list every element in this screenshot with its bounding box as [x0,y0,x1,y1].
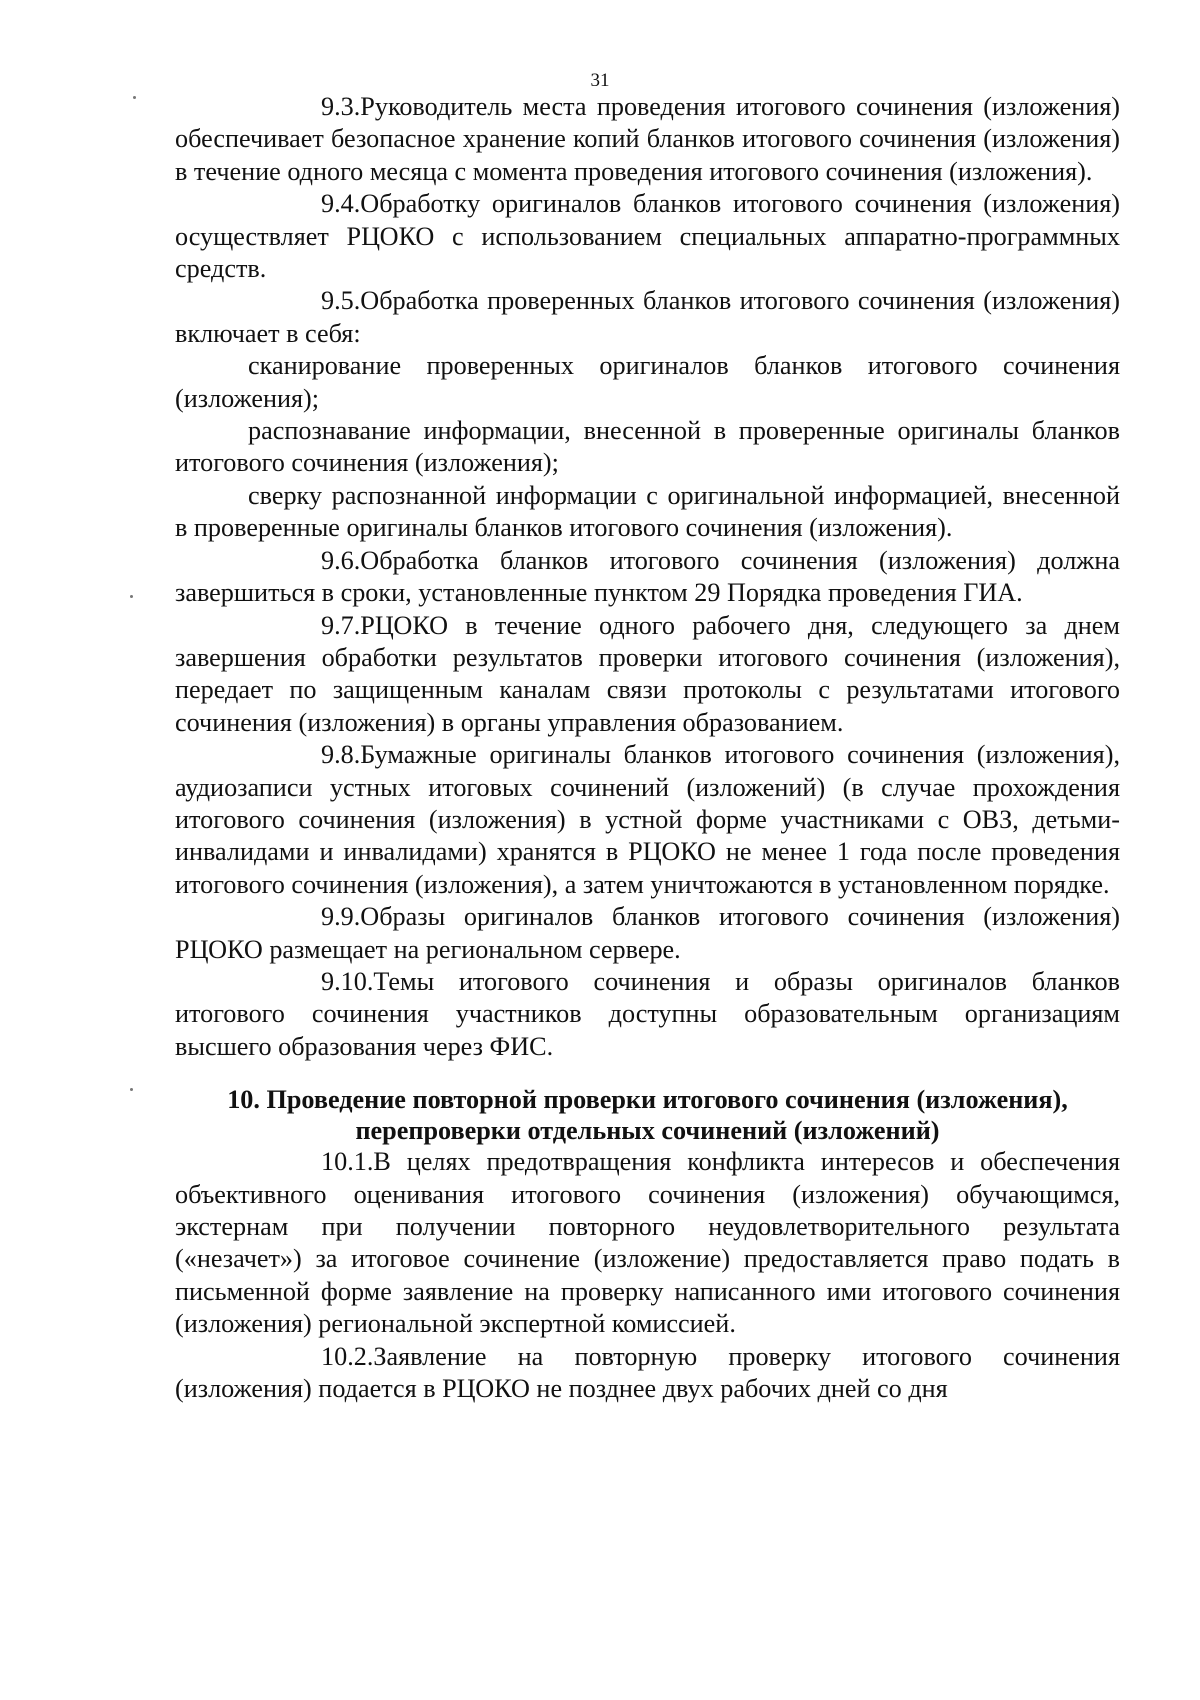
clause-number: 9.7. [321,610,361,640]
page-number: 31 [590,70,610,91]
clause-number: 9.9. [321,902,361,932]
clause-text: Обработка бланков итогового сочинения (изложения) должна завершиться в сроки, установленные пунктом 29 Порядка проведения ГИА. [175,545,1120,608]
clause-10-1 [175,1146,1120,1340]
section-heading-10 [175,1084,1120,1146]
clause-text: Руководитель места проведения итогового сочинения (изложения) обеспечивает безопасное хранение копий бланков итогового сочинения (изложения) в течение одного месяца с момента проведения итогового сочинения (изложения). [175,92,1120,186]
clause-9-7 [175,610,1120,740]
section-heading-line: 10. Проведение повторной проверки итогового сочинения (изложения), [227,1085,1068,1115]
clause-number: 9.6. [321,545,361,575]
clause-9-5 [175,285,1120,350]
clause-text: Заявление на повторную проверку итогового сочинения (изложения) подается в РЦОКО не позднее двух рабочих дней со дня [175,1341,1120,1404]
clause-text: РЦОКО в течение одного рабочего дня, следующего за днем завершения обработки результатов проверки итогового сочинения (изложения), передает по защищенным каналам связи протоколы с результатами итогового сочинения (изложения) в органы управления образованием. [175,610,1120,737]
clause-9-6 [175,545,1120,610]
clause-number: 10.1. [321,1147,374,1177]
list-item: сверку распознанной информации с оригинальной информацией, внесенной в проверенные оригиналы бланков итогового сочинения (изложения). [175,480,1120,543]
clause-number: 10.2. [321,1341,374,1371]
clause-9-4 [175,188,1120,285]
clause-text: Обработка проверенных бланков итогового сочинения (изложения) включает в себя: [175,286,1120,348]
clause-text: Обработку оригиналов бланков итогового сочинения (изложения) осуществляет РЦОКО с использованием специальных аппаратно-программных средств. [175,189,1120,284]
clause-9-8 [175,739,1120,901]
clause-number: 9.10. [321,966,374,996]
clause-text: В целях предотвращения конфликта интересов и обеспечения объективного оценивания итогового сочинения (изложения) обучающимся, экстернам при получении повторного неудовлетворительного результата («незачет») за итоговое сочинение (изложение) предоставляется право подать в письменной форме заявление на проверку написанного ими итогового сочинения (изложения) региональной экспертной комиссией. [175,1147,1120,1339]
section-heading-line: перепроверки отдельных сочинений (изложений) [355,1116,940,1146]
clause-text: Темы итогового сочинения и образы оригиналов бланков итогового сочинения участников доступны образовательным организациям высшего образования через ФИС. [175,966,1120,1061]
clause-text: Образы оригиналов бланков итогового сочинения (изложения) РЦОКО размещает на региональном сервере. [175,902,1120,964]
clause-number: 9.3. [321,92,361,121]
clause-number: 9.8. [321,740,361,770]
scan-dot [130,595,133,598]
clause-9-9 [175,901,1120,966]
scan-dot [130,1088,133,1091]
clause-number: 9.4. [321,189,361,219]
document-body [175,91,1120,1405]
list-item: сканирование проверенных оригиналов бланков итогового сочинения (изложения); [175,351,1120,413]
clause-9-10 [175,966,1120,1063]
clause-9-3 [175,91,1120,188]
clause-10-2 [175,1341,1120,1406]
clause-number: 9.5. [321,286,361,316]
clause-text: Бумажные оригиналы бланков итогового сочинения (изложения), аудиозаписи устных итоговых сочинений (изложений) (в случае прохождения итогового сочинения (изложения) в устной форме участниками с ОВЗ, детьми-инвалидами и инвалидами) хранятся в РЦОКО не менее 1 года после проведения итогового сочинения (изложения), а затем уничтожаются в установленном порядке. [175,740,1120,899]
scan-dot [133,96,136,99]
list-item: распознавание информации, внесенной в проверенные оригиналы бланков итогового сочинения (изложения); [175,416,1120,478]
